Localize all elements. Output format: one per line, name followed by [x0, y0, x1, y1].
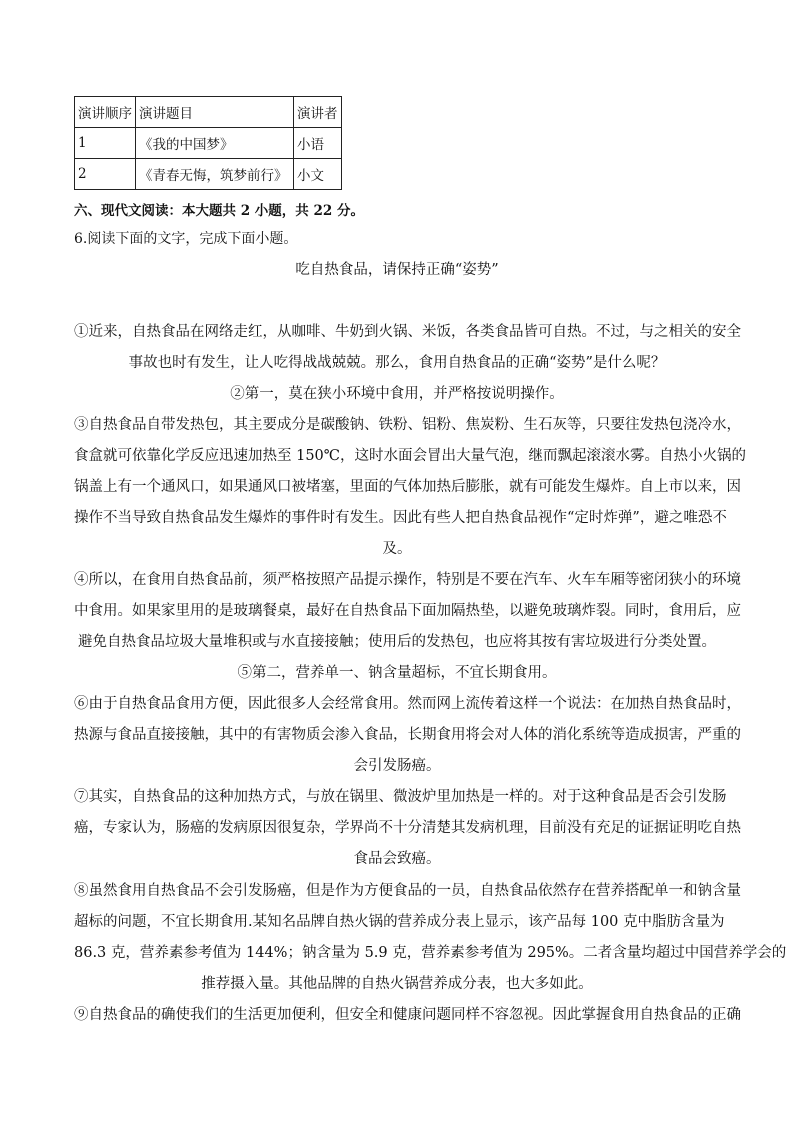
- table-header-row: [75, 97, 342, 128]
- article-paragraph: [74, 1000, 741, 1031]
- table-cell: 《我的中国梦》: [136, 128, 294, 159]
- article-paragraph: [74, 876, 787, 1000]
- paragraph-line: ⑥由于自热食品食用方便，因此很多人会经常食用。然而网上流传着这样一个说法：在加热自热食品时，: [74, 696, 741, 712]
- table-header-cell: 演讲顺序: [75, 97, 136, 128]
- table-cell: 《青春无悔，筑梦前行》: [136, 159, 294, 190]
- article-paragraph: [74, 410, 747, 565]
- speech-schedule-table: [74, 96, 342, 190]
- paragraph-line: ⑤第二，营养单一、钠含量超标，不宜长期食用。: [237, 665, 557, 681]
- paragraph-line: 超标的问题，不宜长期食用.某知名品牌自热火锅的营养成分表上显示，该产品每 100 克中脂肪含量为: [74, 914, 725, 930]
- table-header-cell: 演讲题目: [136, 97, 294, 128]
- table-cell: 2: [75, 159, 136, 190]
- article-paragraph: [74, 565, 741, 658]
- table-row: [75, 128, 342, 159]
- paragraph-line: ①近来，自热食品在网络走红，从咖啡、牛奶到火锅、米饭，各类食品皆可自热。不过，与之相关的安全: [74, 324, 741, 340]
- article-paragraph: [74, 317, 741, 379]
- paragraph-line: ②第一，莫在狭小环境中食用，并严格按说明操作。: [230, 386, 564, 402]
- paragraph-line: 操作不当导致自热食品发生爆炸的事件时有发生。因此有些人把自热食品视作“定时炸弹”，避之唯恐不: [74, 510, 727, 526]
- table-cell: 小文: [294, 159, 342, 190]
- paragraph-line: ④所以，在食用自热食品前，须严格按照产品提示操作，特别是不要在汽车、火车车厢等密闭狭小的环境: [74, 572, 741, 588]
- paragraph-line: ⑧虽然食用自热食品不会引发肠癌，但是作为方便食品的一员，自热食品依然存在营养搭配单一和钠含量: [74, 883, 741, 899]
- article-paragraph: [74, 658, 720, 689]
- table-cell: 小语: [294, 128, 342, 159]
- paragraph-line: 事故也时有发生，让人吃得战战兢兢。那么，食用自热食品的正确“姿势”是什么呢？: [128, 355, 666, 371]
- paragraph-line: 推荐摄入量。其他品牌的自热火锅营养成分表，也大多如此。: [201, 976, 593, 992]
- article-title: 吃自热食品，请保持正确“姿势”: [295, 262, 499, 278]
- table-row: [75, 159, 342, 190]
- paragraph-line: 癌，专家认为，肠癌的发病原因很复杂，学界尚不十分清楚其发病机理，目前没有充足的证据证明吃自热: [74, 820, 741, 836]
- section-heading: 六、现代文阅读：本大题共 2 小题，共 22 分。: [74, 203, 364, 219]
- paragraph-line: 锅盖上有一个通风口，如果通风口被堵塞，里面的气体加热后膨胀，就有可能发生爆炸。自上市以来，因: [74, 479, 741, 495]
- article-paragraph: [74, 782, 741, 875]
- paragraph-line: 避免自热食品垃圾大量堆积或与水直接接触；使用后的发热包，也应将其按有害垃圾进行分类处置。: [78, 634, 716, 650]
- paragraph-line: ⑦其实，自热食品的这种加热方式，与放在锅里、微波炉里加热是一样的。对于这种食品是否会引发肠: [74, 789, 727, 805]
- paragraph-line: 会引发肠癌。: [353, 758, 441, 774]
- article-paragraph: [74, 379, 720, 410]
- paragraph-line: 中食用。如果家里用的是玻璃餐桌，最好在自热食品下面加隔热垫，以避免玻璃炸裂。同时，食用后，应: [74, 603, 741, 619]
- article-paragraph: [74, 689, 741, 782]
- table-cell: 1: [75, 128, 136, 159]
- paragraph-line: 食盒就可依靠化学反应迅速加热至 150℃，这时水面会冒出大量气泡，继而飘起滚滚水雾。自热小火锅的: [74, 448, 747, 464]
- paragraph-line: ③自热食品自带发热包，其主要成分是碳酸钠、铁粉、铝粉、焦炭粉、生石灰等，只要往发热包浇冷水，: [74, 417, 741, 433]
- paragraph-line: 食品会致癌。: [353, 851, 441, 867]
- paragraph-line: 86.3 克，营养素参考值为 144%；钠含量为 5.9 克，营养素参考值为 295%。二者含量均超过中国营养学会的: [74, 945, 787, 961]
- table-header-cell: 演讲者: [294, 97, 342, 128]
- question-intro: 6.阅读下面的文字，完成下面小题。: [74, 231, 298, 247]
- paragraph-line: ⑨自热食品的确使我们的生活更加便利，但安全和健康问题同样不容忽视。因此掌握食用自热食品的正确: [74, 1007, 741, 1023]
- paragraph-line: 及。: [382, 541, 412, 557]
- paragraph-line: 热源与食品直接接触，其中的有害物质会渗入食品，长期食用将会对人体的消化系统等造成损害，严重的: [74, 727, 741, 743]
